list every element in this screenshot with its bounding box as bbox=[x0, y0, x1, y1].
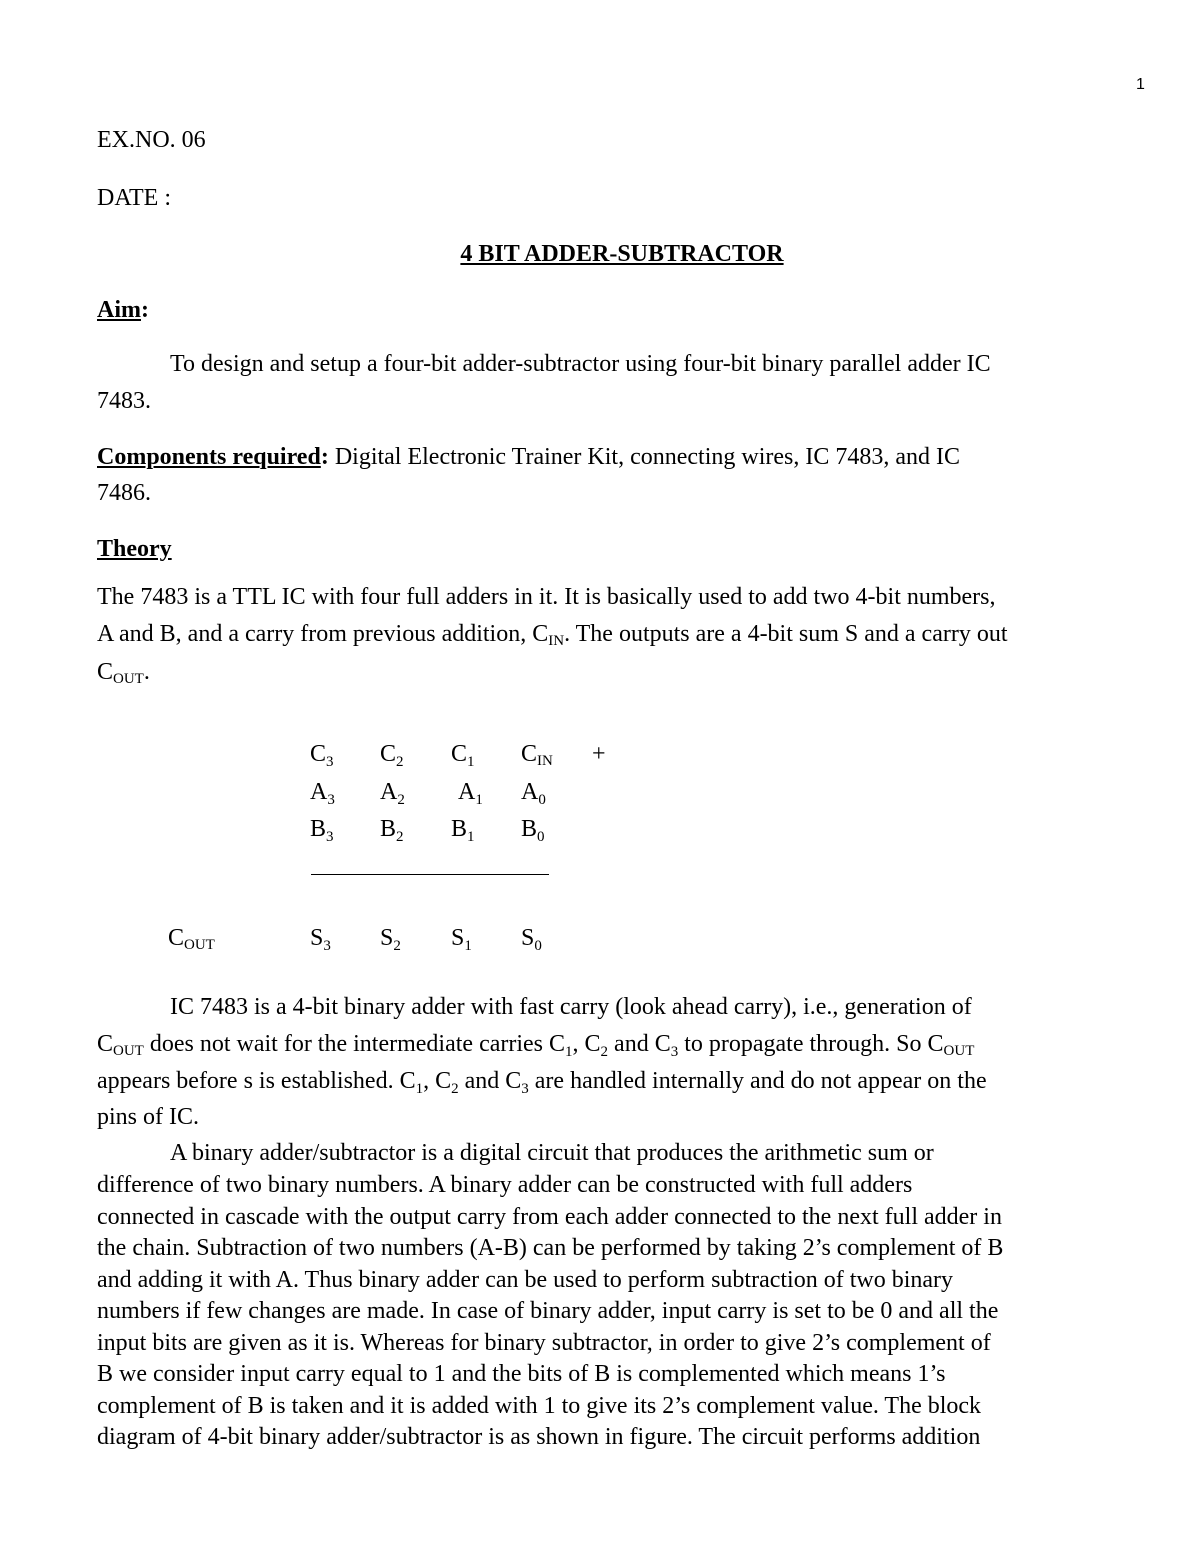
cell-base: S bbox=[310, 925, 324, 951]
b-cell bbox=[451, 816, 475, 845]
plus-sign: + bbox=[592, 741, 606, 767]
cell-sub: 0 bbox=[538, 792, 546, 808]
aim-heading bbox=[97, 298, 149, 322]
sum-rule-line bbox=[311, 874, 549, 875]
carry-cell bbox=[310, 741, 334, 770]
s-cell bbox=[380, 925, 401, 954]
components-colon: : bbox=[320, 444, 329, 470]
text-segment: appears before s is established. C bbox=[97, 1068, 416, 1094]
theory-line-2-a: A and B, and a carry from previous addition, C bbox=[97, 621, 549, 647]
cell-base: A bbox=[310, 779, 328, 805]
components-text: Digital Electronic Trainer Kit, connecting wires, IC 7483, and IC bbox=[328, 444, 961, 470]
cell-base: C bbox=[451, 741, 468, 767]
carry-cell bbox=[451, 741, 475, 770]
theory-line-3-a: C bbox=[97, 659, 114, 685]
cell-sub: 3 bbox=[323, 938, 331, 954]
components-heading: Components required bbox=[97, 444, 321, 470]
cout-cell bbox=[168, 925, 215, 953]
cell-base: C bbox=[521, 741, 538, 767]
subscript: 1 bbox=[415, 1081, 424, 1097]
para2-line-2 bbox=[97, 1031, 975, 1060]
cell-base: A bbox=[458, 779, 476, 805]
cell-base: A bbox=[521, 779, 539, 805]
carry-cell bbox=[521, 741, 553, 769]
para3-line-6: numbers if few changes are made. In case of binary adder, input carry is set to be 0 and all the bbox=[97, 1298, 999, 1324]
cell-sub: 2 bbox=[396, 829, 404, 845]
subscript: 2 bbox=[451, 1081, 459, 1097]
text-segment: C bbox=[97, 1031, 114, 1057]
cell-sub: 3 bbox=[326, 754, 334, 770]
s-cell bbox=[521, 925, 542, 954]
para3-line-3: connected in cascade with the output carry from each adder connected to the next full adder in bbox=[97, 1204, 1002, 1230]
cell-sub: 2 bbox=[396, 754, 404, 770]
para2-line-3 bbox=[97, 1068, 987, 1097]
s-cell bbox=[451, 925, 472, 954]
text-segment: , C bbox=[423, 1068, 452, 1094]
subscript: 1 bbox=[565, 1044, 573, 1060]
subscript: OUT bbox=[113, 1043, 144, 1059]
cell-sub: 1 bbox=[475, 792, 483, 808]
a-cell bbox=[521, 779, 546, 808]
aim-line-2: 7483. bbox=[97, 388, 151, 414]
components-line-1 bbox=[97, 445, 960, 469]
b-cell bbox=[521, 816, 545, 845]
cell-sub: 3 bbox=[326, 829, 334, 845]
theory-line-2 bbox=[97, 621, 1008, 649]
document-title: 4 BIT ADDER-SUBTRACTOR bbox=[460, 241, 784, 267]
para3-line-2: difference of two binary numbers. A binary adder can be constructed with full adders bbox=[97, 1172, 913, 1198]
subscript: 3 bbox=[521, 1081, 529, 1097]
para3-line-4: the chain. Subtraction of two numbers (A-B) can be performed by taking 2’s complement of B bbox=[97, 1235, 1004, 1261]
cell-base: S bbox=[451, 925, 465, 951]
b-cell bbox=[380, 816, 404, 845]
aim-heading-text: Aim bbox=[97, 297, 141, 323]
cell-sub: 1 bbox=[467, 754, 475, 770]
subscript: 2 bbox=[600, 1044, 609, 1060]
text-segment: are handled internally and do not appear on the bbox=[528, 1068, 987, 1094]
date-label: DATE : bbox=[97, 185, 171, 211]
cell-base: B bbox=[380, 816, 397, 842]
cell-base: B bbox=[451, 816, 468, 842]
cell-base: S bbox=[521, 925, 535, 951]
text-segment: , C bbox=[572, 1031, 601, 1057]
cell-sub: 2 bbox=[393, 938, 401, 954]
aim-line-1: To design and setup a four-bit adder-subtractor using four-bit binary parallel adder IC bbox=[170, 351, 991, 377]
para3-line-5: and adding it with A. Thus binary adder can be used to perform subtraction of two binary bbox=[97, 1267, 954, 1293]
cell-base: A bbox=[380, 779, 398, 805]
page-number: 1 bbox=[1136, 76, 1145, 93]
text-segment: and C bbox=[608, 1031, 671, 1057]
theory-line-1: The 7483 is a TTL IC with four full adders in it. It is basically used to add two 4-bit numbers, bbox=[97, 584, 996, 610]
para3-line-1: A binary adder/subtractor is a digital circuit that produces the arithmetic sum or bbox=[170, 1140, 934, 1166]
a-cell bbox=[310, 779, 335, 808]
para2-line-4: pins of IC. bbox=[97, 1104, 199, 1130]
para3-line-10: diagram of 4-bit binary adder/subtractor is as shown in figure. The circuit performs addition bbox=[97, 1424, 981, 1450]
text-segment: and C bbox=[458, 1068, 522, 1094]
cell-base: B bbox=[310, 816, 327, 842]
experiment-number: EX.NO. 06 bbox=[97, 127, 206, 153]
subscript: 3 bbox=[670, 1044, 679, 1060]
aim-heading-colon: : bbox=[141, 297, 149, 323]
cell-sub: OUT bbox=[184, 937, 215, 953]
para3-line-8: B we consider input carry equal to 1 and the bits of B is complemented which means 1’s bbox=[97, 1361, 946, 1387]
b-cell bbox=[310, 816, 334, 845]
text-segment: to propagate through. So C bbox=[678, 1031, 944, 1057]
components-line-2: 7486. bbox=[97, 480, 151, 506]
para2-line-1: IC 7483 is a 4-bit binary adder with fast carry (look ahead carry), i.e., generation of bbox=[170, 994, 972, 1020]
a-cell bbox=[458, 779, 483, 808]
theory-line-3 bbox=[97, 659, 150, 687]
cell-sub: IN bbox=[537, 753, 553, 769]
cell-sub: 1 bbox=[464, 938, 472, 954]
subscript: OUT bbox=[943, 1043, 975, 1059]
cell-base: S bbox=[380, 925, 394, 951]
cell-sub: 0 bbox=[537, 829, 545, 845]
theory-line-2-b: . The outputs are a 4-bit sum S and a carry out bbox=[564, 621, 1008, 647]
cell-base: C bbox=[168, 925, 185, 951]
cell-base: C bbox=[380, 741, 397, 767]
cell-sub: 2 bbox=[397, 792, 405, 808]
theory-line-3-b: . bbox=[143, 659, 150, 685]
para3-line-7: input bits are given as it is. Whereas for binary subtractor, in order to give 2’s complement of bbox=[97, 1330, 991, 1356]
cell-sub: 1 bbox=[467, 829, 475, 845]
s-cell bbox=[310, 925, 331, 954]
carry-cell bbox=[380, 741, 404, 770]
text-segment: does not wait for the intermediate carries C bbox=[143, 1031, 566, 1057]
cell-sub: 3 bbox=[327, 792, 335, 808]
theory-line-3-sub: OUT bbox=[113, 671, 144, 687]
cell-base: B bbox=[521, 816, 538, 842]
a-cell bbox=[380, 779, 405, 808]
theory-line-2-sub: IN bbox=[548, 633, 565, 649]
theory-heading: Theory bbox=[97, 536, 172, 562]
cell-sub: 0 bbox=[534, 938, 542, 954]
para3-line-9: complement of B is taken and it is added with 1 to give its 2’s complement value. The block bbox=[97, 1393, 982, 1419]
cell-base: C bbox=[310, 741, 327, 767]
